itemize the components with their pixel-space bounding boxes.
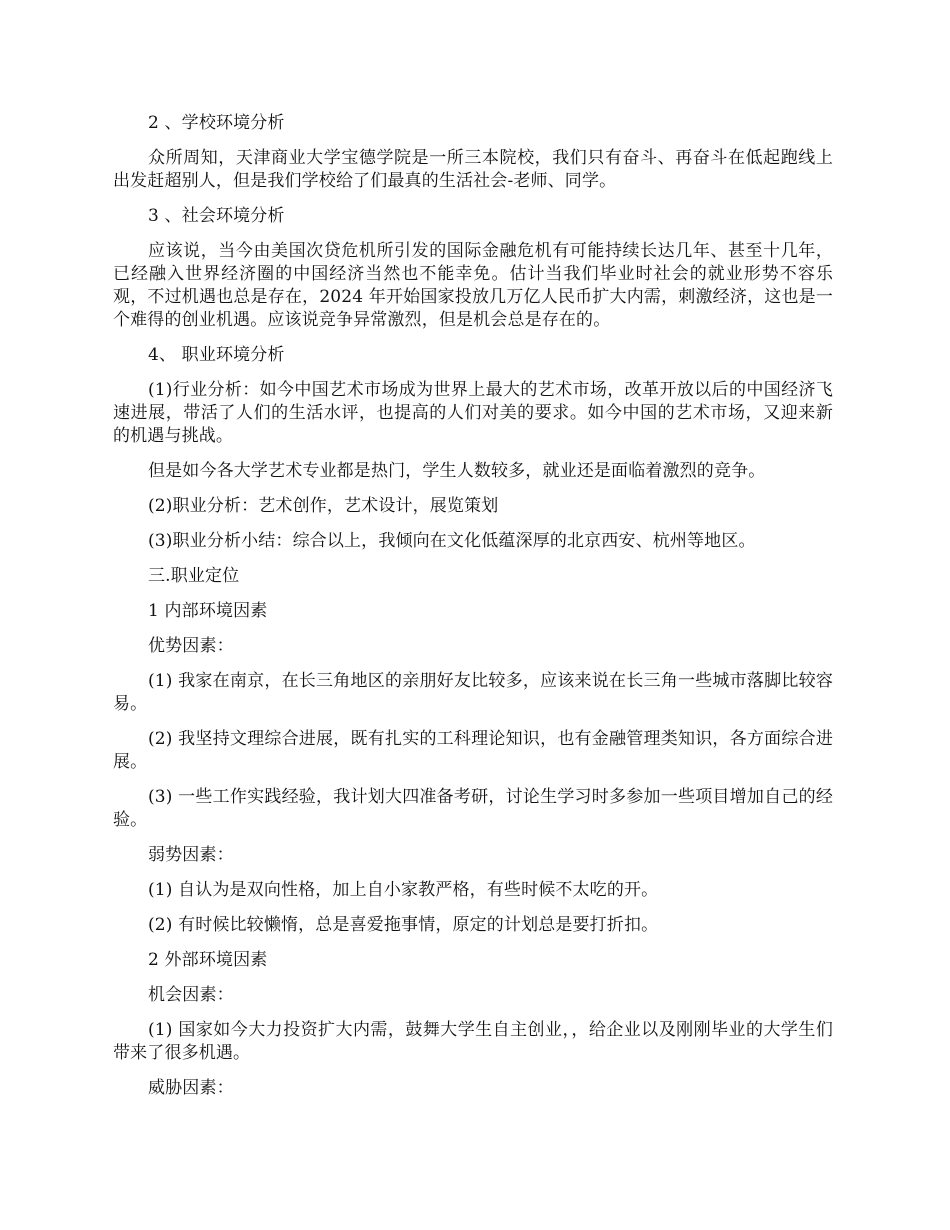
subsection-heading: 1 内部环境因素: [148, 601, 268, 621]
subsection-label: 威胁因素：: [148, 1078, 234, 1098]
list-item: (2) 有时候比较懒惰，总是喜爱拖事情，原定的计划总是要打折扣。: [148, 915, 659, 935]
paragraph: (2)职业分析：艺术创作，艺术设计，展览策划: [148, 496, 499, 516]
paragraph: 应该说，当今由美国次贷危机所引发的国际金融危机有可能持续长达几年、甚至十几年，已经融入世界经济圈的中国经济当然也不能幸免。估计当我们毕业时社会的就业形势不容乐观，不过机遇也总是存在，2024 年开始国家投放几万亿人民币扩大内需，刺激经济，这也是一个难得的创业机遇。应该说竞争异常激烈，但是机会总是存在的。: [113, 241, 833, 330]
paragraph: 但是如今各大学艺术专业都是热门，学生人数较多，就业还是面临着激烈的竞争。: [148, 461, 766, 481]
document-body: [113, 112, 833, 1112]
subsection-heading: 2 外部环境因素: [148, 950, 268, 970]
section-heading: 2 、学校环境分析: [148, 113, 285, 133]
list-item: (1) 我家在南京，在长三角地区的亲朋好友比较多，应该来说在长三角一些城市落脚比较容易。: [113, 671, 833, 714]
subsection-label: 优势因素：: [148, 636, 234, 656]
section-heading: 4、 职业环境分析: [148, 345, 285, 365]
list-item: (1) 国家如今大力投资扩大内需，鼓舞大学生自主创业，，给企业以及刚刚毕业的大学生们带来了很多机遇。: [113, 1020, 833, 1063]
section-heading: 三.职业定位: [148, 566, 240, 586]
paragraph: 众所周知，天津商业大学宝德学院是一所三本院校，我们只有奋斗、再奋斗在低起跑线上出发赶超别人，但是我们学校给了们最真的生活社会-老师、同学。: [113, 148, 833, 191]
list-item: (1) 自认为是双向性格，加上自小家教严格，有些时候不太吃的开。: [148, 880, 659, 900]
paragraph: (1)行业分析：如今中国艺术市场成为世界上最大的艺术市场，改革开放以后的中国经济飞速进展，带活了人们的生活水评，也提高的人们对美的要求。如今中国的艺术市场，又迎来新的机遇与挑战。: [113, 380, 833, 446]
subsection-label: 弱势因素：: [148, 845, 234, 865]
list-item: (3) 一些工作实践经验，我计划大四准备考研，讨论生学习时多参加一些项目增加自己的经验。: [113, 787, 833, 830]
paragraph: (3)职业分析小结：综合以上，我倾向在文化低蕴深厚的北京西安、杭州等地区。: [148, 531, 756, 551]
subsection-label: 机会因素：: [148, 985, 234, 1005]
list-item: (2) 我坚持文理综合进展，既有扎实的工科理论知识，也有金融管理类知识，各方面综合进展。: [113, 729, 833, 772]
section-heading: 3 、社会环境分析: [148, 206, 285, 226]
